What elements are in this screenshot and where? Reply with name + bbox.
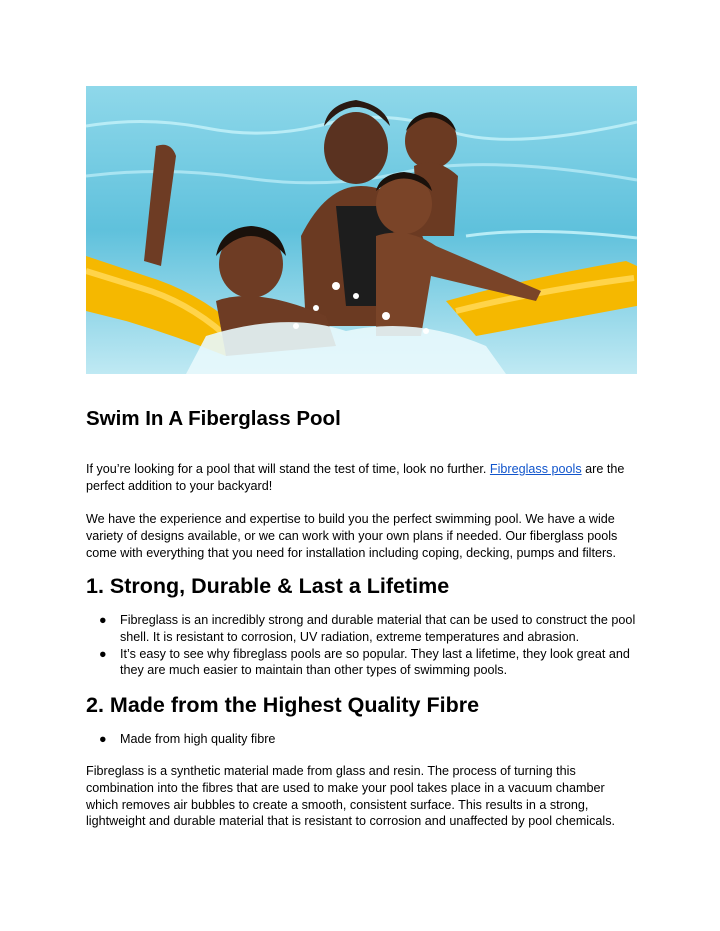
list-item bbox=[86, 646, 638, 680]
list-item-text: It’s easy to see why fibreglass pools are so popular. They last a lifetime, they look great and they are much easier to maintain than other types of swimming pools. bbox=[120, 646, 630, 678]
bullet-icon: ● bbox=[99, 732, 107, 746]
intro-text-end: are the perfect addition to your backyard! bbox=[86, 462, 625, 493]
list-item bbox=[86, 731, 638, 748]
intro-paragraph bbox=[86, 461, 638, 495]
heading-strong-durable: 1. Strong, Durable & Last a Lifetime bbox=[86, 574, 450, 598]
fibreglass-pools-link[interactable]: Fibreglass pools bbox=[489, 462, 582, 476]
bullet-icon: ● bbox=[99, 646, 107, 661]
section-title: Swim In A Fiberglass Pool bbox=[86, 407, 341, 430]
list-item-text: Fibreglass is an incredibly strong and durable material that can be used to construct the pool shell. It is resistant to corrosion, UV radiation, extreme temperatures and abrasion. bbox=[120, 613, 636, 644]
family-swimming-pool-photo-icon bbox=[86, 86, 637, 374]
experience-paragraph: We have the experience and expertise to build you the perfect swimming pool. We have a wide variety of designs available, or we can work with your own plans if needed. Our fiberglass pools come with everything that you need for installation including coping, decking, pumps and filters. bbox=[86, 512, 618, 560]
intro-text-start: If you’re looking for a pool that will stand the test of time, look no further. bbox=[86, 462, 490, 476]
strong-durable-list bbox=[86, 612, 638, 679]
hero-photo bbox=[86, 86, 637, 374]
fibreglass-process-paragraph: Fibreglass is a synthetic material made from glass and resin. The process of turning this combination into the fibres that are used to make your pool takes place in a vacuum chamber which removes air bubbles to create a smooth, consistent surface. This results in a strong, lightweight and durable material that is resistant to corrosion and unaffected by pool chemicals. bbox=[86, 764, 616, 829]
list-item bbox=[86, 612, 638, 646]
list-item-text: Made from high quality fibre bbox=[120, 732, 276, 746]
heading-quality-fibre: 2. Made from the Highest Quality Fibre bbox=[86, 693, 480, 717]
quality-fibre-list bbox=[86, 731, 638, 748]
bullet-icon: ● bbox=[99, 613, 107, 627]
